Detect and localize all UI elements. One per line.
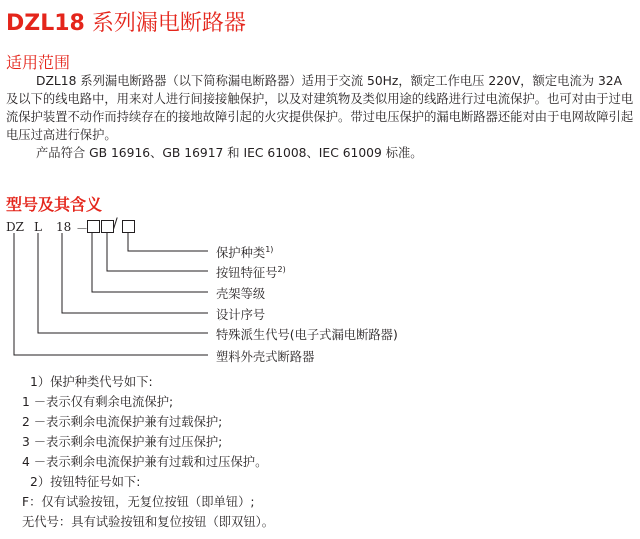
leader-design: [62, 233, 208, 313]
code-part-l: L: [34, 220, 42, 234]
legend-protection: 保护种类$^{1)}$: [216, 244, 274, 260]
code-part-18: 18: [56, 220, 72, 234]
legend-frame: 壳架等级: [216, 287, 266, 301]
note2-title: 2）按钮特征号如下:: [30, 475, 141, 489]
note1-item: 2 －表示剩余电流保护兼有过载保护;: [22, 415, 223, 429]
section-model-heading: 型号及其含义: [6, 195, 103, 214]
title-rest: 系列漏电断路器: [84, 11, 246, 36]
note1-item: 1 －表示仅有剩余电流保护;: [22, 395, 174, 409]
legend-button: 按钮特征号$^{2)}$: [216, 264, 286, 280]
section-scope-heading: 适用范围: [6, 53, 71, 72]
legend-design: 设计序号: [216, 308, 266, 322]
code-dash: －: [76, 222, 89, 236]
legend-derivative: 特殊派生代号(电子式漏电断路器): [216, 328, 398, 342]
note2-item: F：仅有试验按钮，无复位按钮（即单钮）;: [22, 495, 255, 509]
note1-item: 4 －表示剩余电流保护兼有过载和过压保护。: [22, 455, 268, 469]
scope-paragraph: DZL18 系列漏电断路器（以下简称漏电断路器）适用于交流 50Hz，额定工作电压 220V，额定电流为 32A及以下的线电路中，用来对人进行间接接触保护，以及对建筑物及类似用途的线路进行过电流保护。也可对由于过电流保护装置不动作而持续存在的接地故障引起的火灾提供保护。带过电压保护的漏电断路器还能对由于电网故障引起电压过高进行保护。: [6, 74, 634, 142]
title-model: DZL18: [6, 11, 85, 36]
leader-button: [107, 233, 208, 271]
note1-title: 1）保护种类代号如下:: [30, 375, 153, 389]
leader-derivative: [38, 233, 208, 333]
note1-item: 3 －表示剩余电流保护兼有过压保护;: [22, 435, 223, 449]
leader-protection: [128, 233, 208, 251]
code-slash: /: [113, 216, 118, 232]
standards-line: 产品符合 GB 16916、GB 16917 和 IEC 61008、IEC 61009 标准。: [36, 146, 423, 160]
note2-item: 无代号：具有试验按钮和复位按钮（即双钮）。: [22, 515, 275, 529]
code-part-dz: DZ: [6, 220, 24, 234]
legend-case: 塑料外壳式断路器: [216, 350, 315, 364]
leader-frame: [92, 233, 208, 292]
